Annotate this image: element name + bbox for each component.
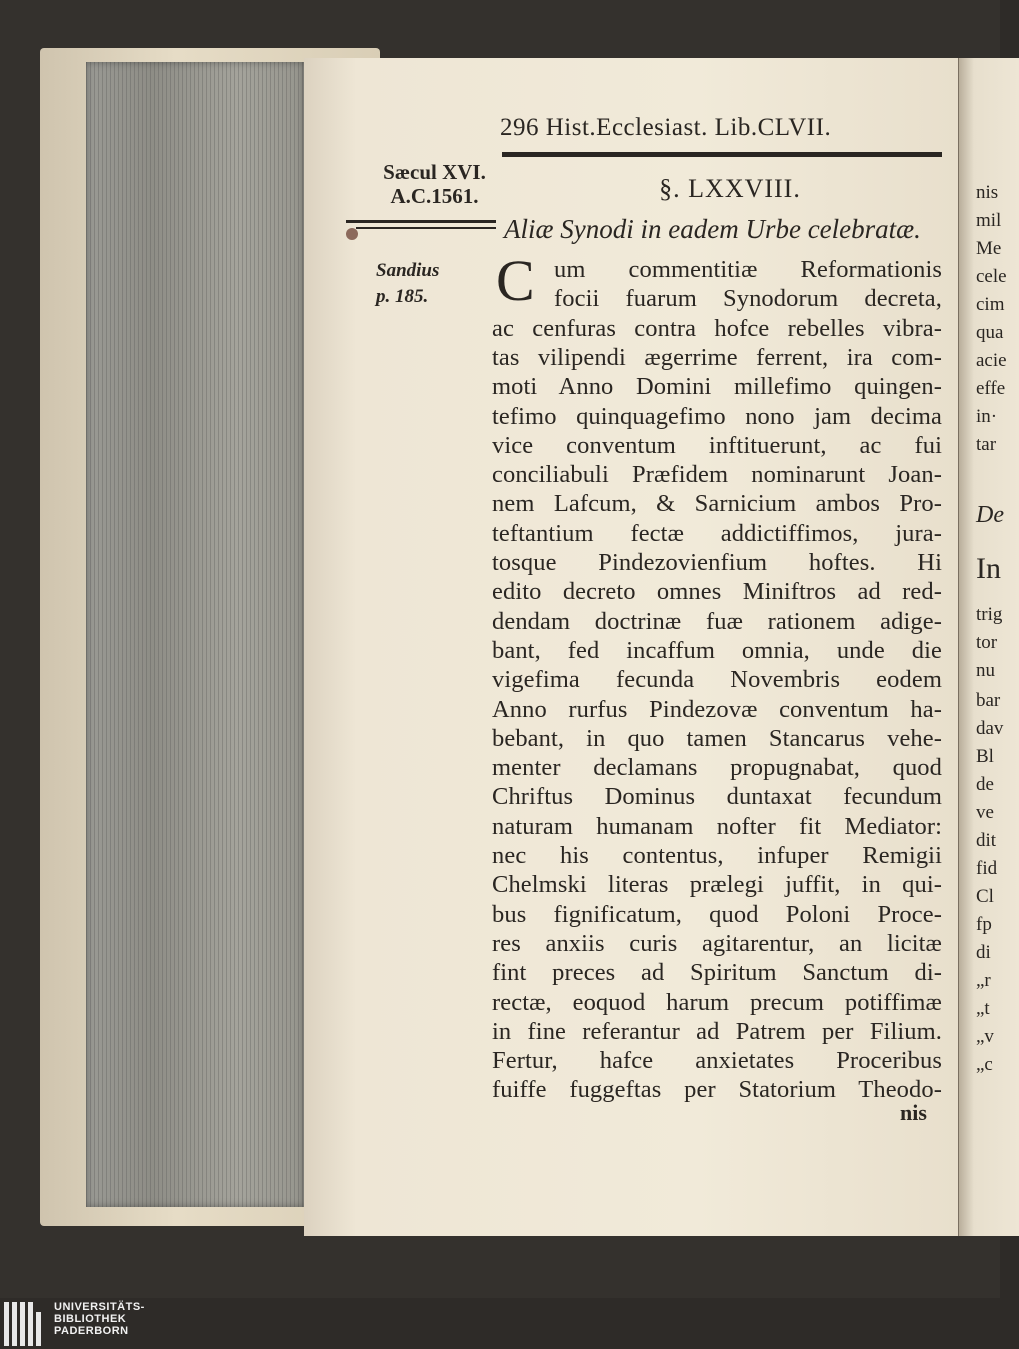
text-line: ac cenfuras contra hofce rebelles vibra-: [492, 314, 942, 342]
next-page-fragment: in·: [976, 406, 998, 427]
logo-line1: UNIVERSITÄTS-: [54, 1301, 145, 1313]
text-line: bant, fed incaffum omnia, unde die: [492, 636, 942, 664]
next-page-fragment: „r: [976, 970, 991, 991]
drop-cap: C: [496, 248, 535, 313]
next-page-fragment: „v: [976, 1026, 994, 1047]
text-line: nem Lafcum, & Sarnicium ambos Pro-: [492, 490, 942, 518]
next-page-fragment: cele: [976, 266, 1007, 287]
next-page-fragment: de: [976, 774, 994, 795]
library-logo-icon: [4, 1302, 46, 1346]
next-page-fragment: fid: [976, 858, 998, 879]
next-page-fragment: „t: [976, 998, 990, 1019]
next-page-fragment: tar: [976, 434, 997, 455]
next-page-fragment: mil: [976, 210, 1002, 231]
page-header: 296 Hist.Ecclesiast. Lib.CLVII.: [500, 114, 832, 141]
next-page-fragment: „c: [976, 1054, 993, 1075]
margin-note: [376, 258, 476, 310]
text-line: teftantium fectæ addictiffimos, jura-: [492, 519, 942, 547]
next-page-fragment: Cl: [976, 886, 994, 907]
next-page-fragment: bar: [976, 690, 1001, 711]
text-line: Fertur, hafce anxietates Proceribus: [492, 1047, 942, 1075]
next-page-fragment: Bl: [976, 746, 994, 767]
margin-rule-bottom: [356, 227, 496, 229]
margin-year-line2: A.C.1561.: [390, 184, 479, 208]
next-page-fragment: De: [976, 502, 1004, 528]
section-title: §. LXXVIII.: [659, 174, 801, 203]
text-line: rectæ, eoquod harum precum potiffimæ: [492, 988, 942, 1016]
next-page-fragment: tor: [976, 632, 998, 653]
text-line: Chriftus Dominus duntaxat fecundum: [492, 783, 942, 811]
text-line: focii fuarum Synodorum decreta,: [554, 285, 942, 313]
ink-spot: [346, 228, 358, 240]
library-logo-text: [54, 1301, 145, 1337]
text-line: tosque Pindezovienfium hoftes. Hi: [492, 549, 942, 576]
book-fore-edge: [86, 62, 304, 1207]
margin-year: [372, 160, 497, 208]
logo-line2: BIBLIOTHEK: [54, 1313, 127, 1325]
margin-note-line2: p. 185.: [376, 286, 429, 307]
text-line: tas vilipendi ægerrime ferrent, ira com-: [492, 343, 942, 371]
text-line: vice conventum inftituerunt, ac fui: [492, 431, 942, 459]
next-page-fragment: dav: [976, 718, 1004, 739]
text-line: nec his contentus, infuper Remigii: [492, 842, 942, 869]
text-line: bebant, in quo tamen Stancarus vehe-: [492, 724, 942, 752]
next-page-fragment: qua: [976, 322, 1004, 343]
next-page-fragment: di: [976, 942, 991, 963]
text-line: naturam humanam nofter fit Mediator:: [492, 812, 942, 840]
text-line: um commentitiæ Reformationis: [554, 256, 942, 283]
next-page-fragment: Me: [976, 238, 1002, 259]
text-line: bus fignificatum, quod Poloni Proce-: [492, 900, 942, 928]
next-page-fragment: In: [976, 552, 1001, 585]
next-page-fragment: nu: [976, 660, 995, 681]
next-page-fragment: nis: [976, 182, 999, 203]
next-page-fragment: dit: [976, 830, 997, 851]
next-page-fragment: ve: [976, 802, 994, 823]
catchword: nis: [900, 1100, 927, 1125]
text-line: fuiffe fuggeftas per Statorium Theodo-: [492, 1076, 942, 1104]
next-page-fragment: cim: [976, 294, 1005, 315]
margin-rule-top: [346, 220, 496, 223]
footer-bar: [0, 1298, 1000, 1349]
next-page-fragment: effe: [976, 378, 1006, 399]
section-subtitle: Aliæ Synodi in eadem Urbe celebratæ.: [504, 214, 921, 244]
text-line: in fine referantur ad Patrem per Filium.: [492, 1017, 942, 1045]
text-line: vigefima fecunda Novembris eodem: [492, 666, 942, 694]
text-line: menter declamans propugnabat, quod: [492, 754, 942, 782]
text-line: Chelmski literas prælegi juffit, in qui-: [492, 871, 942, 899]
text-line: dendam doctrinæ fuæ rationem adige-: [492, 607, 942, 635]
header-rule: [502, 152, 942, 157]
text-line: moti Anno Domini millefimo quingen-: [492, 373, 942, 401]
next-page-fragment: trig: [976, 604, 1003, 625]
text-line: fint preces ad Spiritum Sanctum di-: [492, 959, 942, 987]
next-page-fragment: acie: [976, 350, 1007, 371]
next-page-fragment: fp: [976, 914, 992, 935]
text-line: edito decreto omnes Miniftros ad red-: [492, 578, 942, 606]
text-line: conciliabuli Præfidem nominarunt Joan-: [492, 461, 942, 489]
text-line: res anxiis curis agitarentur, an licitæ: [492, 929, 942, 957]
text-line: tefimo quinquagefimo nono jam decima: [492, 402, 942, 430]
margin-year-line1: Sæcul XVI.: [383, 160, 486, 184]
logo-line3: PADERBORN: [54, 1325, 129, 1337]
margin-note-line1: Sandius: [376, 260, 440, 281]
text-line: Anno rurfus Pindezovæ conventum ha-: [492, 695, 942, 723]
